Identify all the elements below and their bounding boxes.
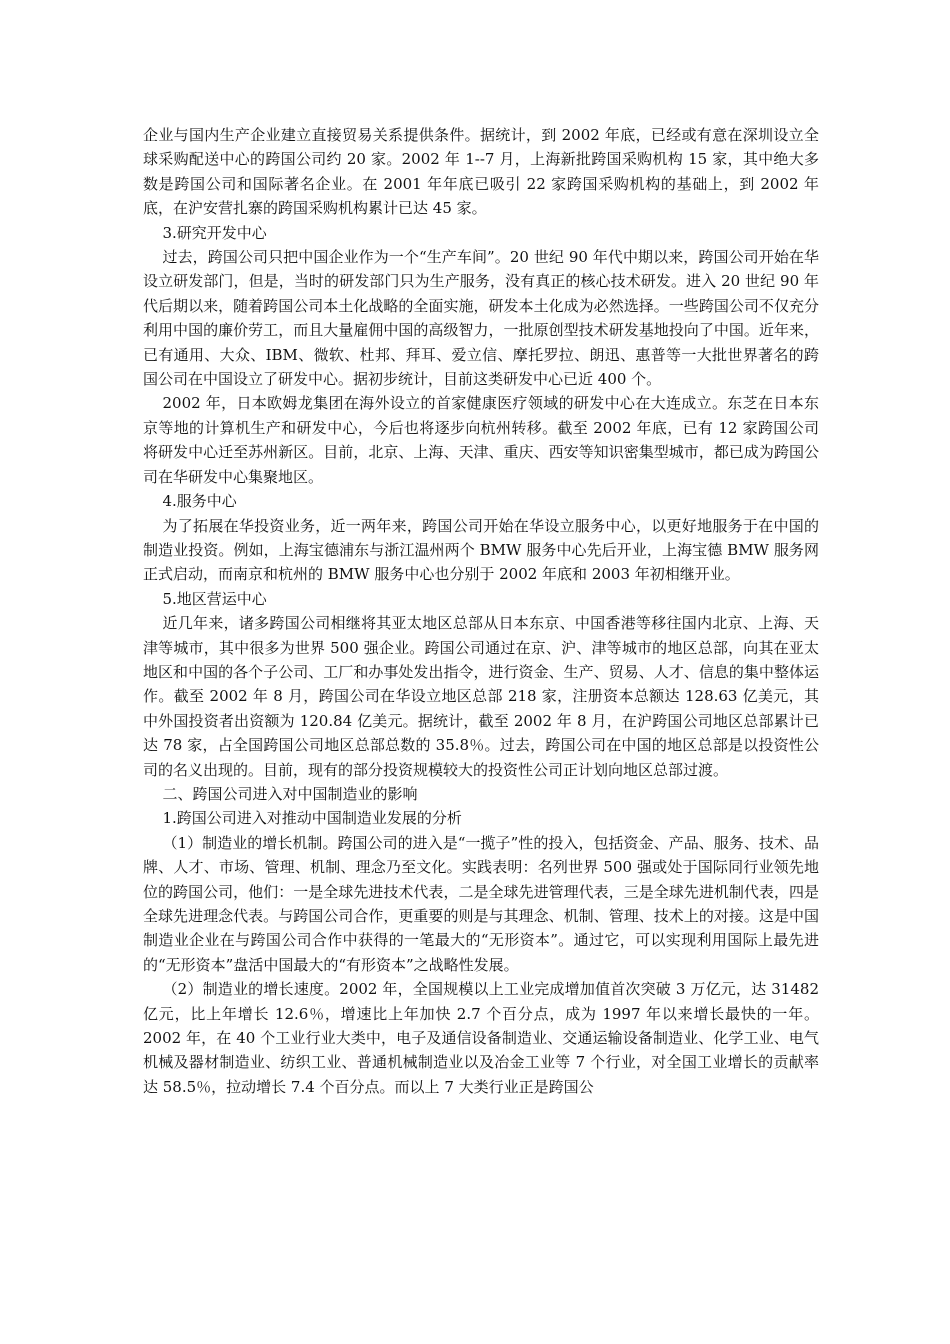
paragraph: 2002 年，日本欧姆龙集团在海外设立的首家健康医疗领域的研发中心在大连成立。东芝在日本东京等地的计算机生产和研发中心，今后也将逐步向杭州转移。截至 2002 年底，已有 12 家跨国公司将研发中心迁至苏州新区。目前，北京、上海、天津、重庆、西安等知识密集型城市，都已成为跨国公司在华研发中心集聚地区。 bbox=[143, 394, 819, 486]
section-heading: 4.服务中心 bbox=[162, 492, 237, 511]
section-heading: 5.地区营运中心 bbox=[162, 589, 267, 608]
paragraph: （1）制造业的增长机制。跨国公司的进入是“一揽子”性的投入，包括资金、产品、服务、技术、品牌、人才、市场、管理、机制、理念乃至文化。实践表明：名列世界 500 强或处于国际同行业领先地位的跨国公司，他们：一是全球先进技术代表，二是全球先进管理代表，三是全球先进机制代表，四是全球先进理念代表。与跨国公司合作，更重要的则是与其理念、机制、管理、技术上的对接。这是中国制造业企业在与跨国公司合作中获得的一笔最大的“无形资本”。通过它，可以实现利用国际上最先进的“无形资本”盘活中国最大的“有形资本”之战略性发展。 bbox=[143, 833, 819, 974]
paragraph: 近几年来，诸多跨国公司相继将其亚太地区总部从日本东京、中国香港等移往国内北京、上海、天津等城市，其中很多为世界 500 强企业。跨国公司通过在京、沪、津等城市的地区总部，向其在亚太地区和中国的各个子公司、工厂和办事处发出指令，进行资金、生产、贸易、人才、信息的集中整体运作。截至 2002 年 8 月，跨国公司在华设立地区总部 218 家，注册资本总额达 128.63 亿美元，其中外国投资者出资额为 120.84 亿美元。据统计，截至 2002 年 8 月，在沪跨国公司地区总部累计已达 78 家，占全国跨国公司地区总部总数的 35.8％。过去，跨国公司在中国的地区总部是以投资性公司的名义出现的。目前，现有的部分投资规模较大的投资性公司正计划向地区总部过渡。 bbox=[143, 614, 819, 779]
paragraph: 为了拓展在华投资业务，近一两年来，跨国公司开始在华设立服务中心，以更好地服务于在中国的制造业投资。例如，上海宝德浦东与浙江温州两个 BMW 服务中心先后开业，上海宝德 BMW 服务网正式启动，而南京和杭州的 BMW 服务中心也分别于 2002 年底和 2003 年初相继开业。 bbox=[143, 516, 819, 584]
section-heading: 3.研究开发中心 bbox=[162, 223, 267, 242]
paragraph: 过去，跨国公司只把中国企业作为一个“生产车间”。20 世纪 90 年代中期以来，跨国公司开始在华设立研发部门，但是，当时的研发部门只为生产服务，没有真正的核心技术研发。进入 20 世纪 90 年代后期以来，随着跨国公司本土化战略的全面实施，研发本土化成为必然选择。一些跨国公司不仅充分利用中国的廉价劳工，而且大量雇佣中国的高级智力，一批原创型技术研发基地投向了中国。近年来，已有通用、大众、IBM、微软、杜邦、拜耳、爱立信、摩托罗拉、朗迅、惠普等一大批世界著名的跨国公司在中国设立了研发中心。据初步统计，目前这类研发中心已近 400 个。 bbox=[143, 248, 819, 389]
paragraph: 企业与国内生产企业建立直接贸易关系提供条件。据统计，到 2002 年底，已经或有意在深圳设立全球采购配送中心的跨国公司约 20 家。2002 年 1--7 月，上海新批跨国采购机构 15 家，其中绝大多数是跨国公司和国际著名企业。在 2001 年年底已吸引 22 家跨国采购机构的基础上，到 2002 年底，在沪安营扎寨的跨国采购机构累计已达 45 家。 bbox=[143, 126, 819, 218]
document-page bbox=[143, 123, 819, 1099]
paragraph: （2）制造业的增长速度。2002 年，全国规模以上工业完成增加值首次突破 3 万亿元，达 31482 亿元，比上年增长 12.6％，增速比上年加快 2.7 个百分点，成为 1997 年以来增长最快的一年。2002 年，在 40 个工业行业大类中，电子及通信设备制造业、交通运输设备制造业、化学工业、电气机械及器材制造业、纺织工业、普通机械制造业以及冶金工业等 7 个行业，对全国工业增长的贡献率达 58.5％，拉动增长 7.4 个百分点。而以上 7 大类行业正是跨国公 bbox=[143, 980, 819, 1096]
section-heading: 1.跨国公司进入对推动中国制造业发展的分析 bbox=[162, 809, 462, 828]
chapter-heading: 二、跨国公司进入对中国制造业的影响 bbox=[162, 784, 418, 803]
